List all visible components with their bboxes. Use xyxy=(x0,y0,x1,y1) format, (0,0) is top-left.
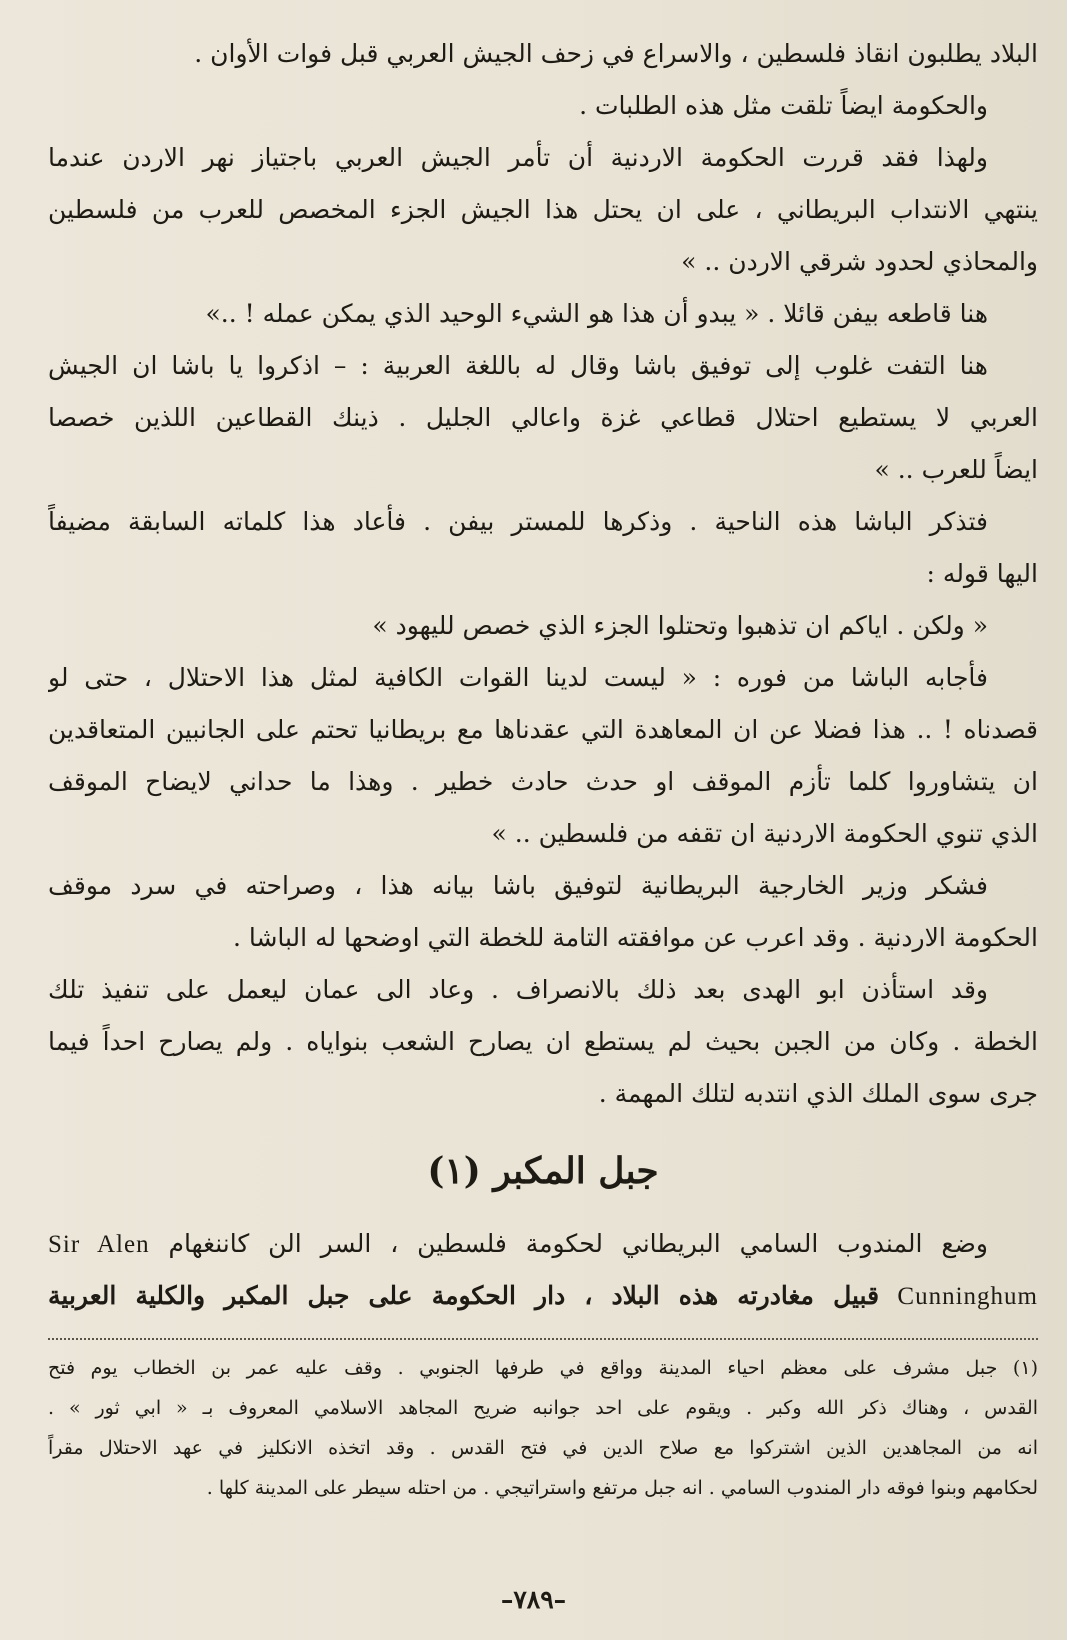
body-line-18: الحكومة الاردنية . وقد اعرب عن موافقته التامة للخطة التي اوضحها له الباشا . xyxy=(232,923,1038,952)
section-heading: جبل المكبر (١) xyxy=(427,1150,659,1192)
footnote-line-4: لحكامهم وبنوا فوقه دار المندوب السامي . انه جبل مرتفع واستراتيجي . من احتله سيطر على المدينة كلها . xyxy=(206,1477,1038,1499)
body-line-13: فأجابه الباشا من فوره : « ليست لدينا القوات الكافية لمثل هذا الاحتلال ، حتى لو xyxy=(48,663,988,692)
body-line-3: ولهذا فقد قررت الحكومة الاردنية أن تأمر الجيش العربي باجتياز نهر الاردن عندما xyxy=(48,143,988,172)
section-line-1 xyxy=(48,1218,1038,1270)
body-line-16: الذي تنوي الحكومة الاردنية ان تقفه من فلسطين .. » xyxy=(491,819,1038,848)
section-line-1-latin: Sir Alen xyxy=(48,1231,150,1258)
body-line-20: الخطة . وكان من الجبن بحيث لم يستطع ان يصارح الشعب بنواياه . ولم يصارح احداً فيما xyxy=(48,1027,1038,1056)
body-line-15: ان يتشاوروا كلما تأزم الموقف او حدث حادث خطير . وهذا ما حداني لايضاح الموقف xyxy=(48,767,1038,796)
body-line-8: العربي لا يستطيع احتلال قطاعي غزة واعالي الجليل . ذينك القطاعين اللذين خصصا xyxy=(48,403,1038,432)
body-line-17: فشكر وزير الخارجية البريطانية لتوفيق باشا بيانه هذا ، وصراحته في سرد موقف xyxy=(48,871,988,900)
body-line-4: ينتهي الانتداب البريطاني ، على ان يحتل هذا الجيش الجزء المخصص للعرب من فلسطين xyxy=(48,195,1038,224)
section-line-2 xyxy=(48,1270,1038,1322)
footnote-line-3: انه من المجاهدين الذين اشتركوا مع صلاح الدين في فتح القدس . وقد اتخذه الانكليز في عهد الاحتلال مقراً xyxy=(48,1437,1038,1459)
body-line-9: ايضاً للعرب .. » xyxy=(874,455,1038,484)
body-line-19: وقد استأذن ابو الهدى بعد ذلك بالانصراف . وعاد الى عمان ليعمل على تنفيذ تلك xyxy=(48,975,988,1004)
body-line-11: اليها قوله : xyxy=(926,559,1038,588)
body-line-5: والمحاذي لحدود شرقي الاردن .. » xyxy=(681,247,1038,276)
body-line-6: هنا قاطعه بيفن قائلا . « يبدو أن هذا هو الشيء الوحيد الذي يمكن عمله ! ..» xyxy=(205,299,988,328)
section-line-1-arabic: وضع المندوب السامي البريطاني لحكومة فلسطين ، السر الن كاننغهام xyxy=(168,1229,988,1258)
page-number: –٧٨٩– xyxy=(500,1585,567,1614)
quote-line: « ولكن . اياكم ان تذهبوا وتحتلوا الجزء الذي خصص لليهود » xyxy=(372,611,988,640)
section-line-2-latin: Cunninghum xyxy=(897,1283,1038,1310)
body-line-14: قصدناه ! .. هذا فضلا عن ان المعاهدة التي عقدناها مع بريطانيا تحتم على الجانبين المتعاقدين xyxy=(48,715,1038,744)
section-line-2-arabic: قبيل مغادرته هذه البلاد ، دار الحكومة على جبل المكبر والكلية العربية xyxy=(48,1281,880,1310)
body-line-10: فتذكر الباشا هذه الناحية . وذكرها للمستر بيفن . فأعاد هذا كلماته السابقة مضيفاً xyxy=(48,507,988,536)
body-line-21: جرى سوى الملك الذي انتدبه لتلك المهمة . xyxy=(598,1079,1038,1108)
footnote-divider xyxy=(48,1338,1038,1340)
body-line-2: والحكومة ايضاً تلقت مثل هذه الطلبات . xyxy=(579,91,988,120)
page-body xyxy=(48,28,1038,1508)
footnote-line-2: القدس ، وهناك ذكر الله وكبر . ويقوم على احد جوانبه ضريح المجاهد الاسلامي المعروف بـ « ابي ثور » . xyxy=(48,1397,1038,1419)
body-line-7: هنا التفت غلوب إلى توفيق باشا وقال له باللغة العربية : – اذكروا يا باشا ان الجيش xyxy=(48,351,988,380)
footnote-line-1: (١) جبل مشرف على معظم احياء المدينة وواقع في طرفها الجنوبي . وقف عليه عمر بن الخطاب يوم فتح xyxy=(48,1357,1038,1379)
body-line-1: البلاد يطلبون انقاذ فلسطين ، والاسراع في زحف الجيش العربي قبل فوات الأوان . xyxy=(194,39,1038,68)
